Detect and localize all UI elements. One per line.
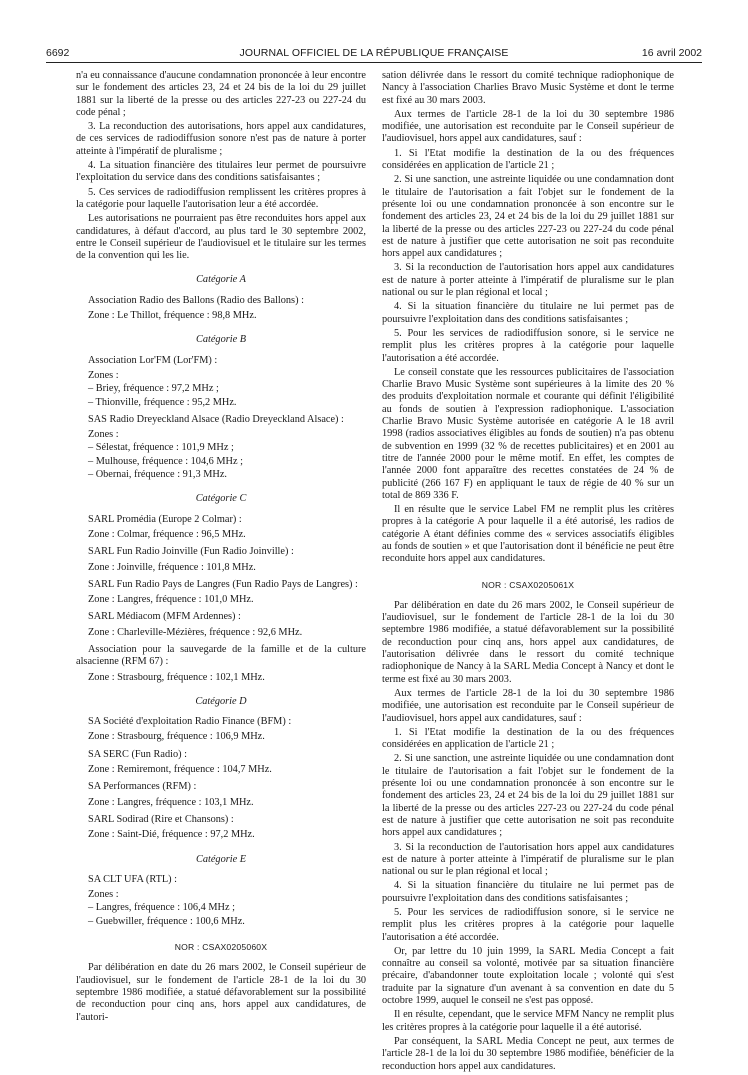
paragraph: Il en résulte que le service Label FM ne remplit plus les critères propres à la catégorie A pour laquelle il a été autorisé, les radios de catégorie A étant définies comme des « services associatifs éligibles au fonds de soutien » et que l'autorisation dont il bénéficie ne peut être reconduite hors appel aux candidatures. [382,504,674,565]
station-entry: SA CLT UFA (RTL) : [88,873,178,885]
issue-date: 16 avril 2002 [641,47,702,59]
zone-line: – Mulhouse, fréquence : 104,6 MHz ; [88,455,243,467]
zone-line: Zone : Joinville, fréquence : 101,8 MHz. [88,561,256,573]
paragraph: Or, par lettre du 10 juin 1999, la SARL Media Concept a fait connaître au conseil sa volonté, motivée par sa situation financière précaire, d'abandonner toute exploitation locale ; volonté qui s'est traduite par la signature d'un avenant à sa convention en date du 5 octobre 1999, auquel le conseil ne s'est pas opposé. [382,945,674,1007]
category-a-heading: Catégorie A [196,274,246,286]
paragraph: 1. Si l'Etat modifie la destination de la ou des fréquences considérées en application de l'article 21 ; [382,147,674,172]
paragraph: 3. La reconduction des autorisations, hors appel aux candidatures, de ces services de radiodiffusion sonore n'est pas de nature à porter atteinte à l'impératif de pluralisme ; [76,121,366,157]
journal-title: JOURNAL OFFICIEL DE LA RÉPUBLIQUE FRANÇAISE [239,47,509,59]
paragraph: Les autorisations ne pourraient pas être reconduites hors appel aux candidatures, à défaut d'accord, au plus tard le 30 septembre 2002, entre le Conseil supérieur de l'audiovisuel et le titulaire sur les termes de la convention qui les lie. [76,213,366,262]
station-entry: Association pour la sauvegarde de la famille et de la culture alsacienne (RFM 67) : [76,643,366,668]
station-entry: SARL Fun Radio Joinville (Fun Radio Joinville) : [88,546,294,558]
station-entry: SA Performances (RFM) : [88,781,197,793]
paragraph: 5. Ces services de radiodiffusion remplissent les critères propres à la catégorie pour laquelle l'autorisation leur a été accordée. [76,186,366,210]
category-d-heading: Catégorie D [195,695,247,707]
category-c-heading: Catégorie C [195,493,247,505]
paragraph: 2. Si une sanction, une astreinte liquidée ou une condamnation dont le titulaire de l'autorisation a fait l'objet sur le fondement de la présente loi ou une condamnation prononcée à son encontre sur le fondement des articles 23, 24 et 24 bis de la loi du 29 juillet 1881 sur la liberté de la presse ou des articles 227-23 ou 227-24 du code pénal est de nature à justifier que cette autorisation ne soit pas reconduite hors appel aux candidatures ; [382,753,674,839]
zone-line: – Sélestat, fréquence : 101,9 MHz ; [88,442,234,454]
paragraph: 5. Pour les services de radiodiffusion sonore, si le service ne remplit plus les critères propres à la catégorie pour laquelle l'autorisation a été accordée. [382,327,674,364]
header-rule [46,62,702,63]
left-column [76,70,366,1026]
paragraph: 4. La situation financière des titulaires leur permet de poursuivre l'exploitation du service dans des conditions satisfaisantes ; [76,160,366,184]
station-entry: SAS Radio Dreyeckland Alsace (Radio Dreyeckland Alsace) : [88,413,344,425]
zones-label: Zones : [88,889,119,901]
station-entry: Association Radio des Ballons (Radio des Ballons) : [88,294,304,306]
station-entry: SARL Promédia (Europe 2 Colmar) : [88,513,242,525]
paragraph: n'a eu connaissance d'aucune condamnation prononcée à leur encontre sur le fondement des articles 23, 24 et 24 bis de la loi du 29 juillet 1881 sur la liberté de la presse ou des articles 227-23 ou 227-24 du code pénal ; [76,70,366,118]
zones-label: Zones : [88,369,119,381]
paragraph: sation délivrée dans le ressort du comité technique radiophonique de Nancy à l'association Charlies Bravo Music Système et dont le terme est fixé au 30 mars 2003. [382,70,674,106]
page-number: 6692 [46,47,70,59]
station-entry: SA SERC (Fun Radio) : [88,748,187,760]
paragraph: 3. Si la reconduction de l'autorisation hors appel aux candidatures est de nature à porter atteinte à l'impératif de pluralisme sur le plan national ou sur le plan régional et local ; [382,841,674,878]
paragraph: 2. Si une sanction, une astreinte liquidée ou une condamnation dont le titulaire de l'autorisation a fait l'objet sur le fondement de la présente loi ou une condamnation prononcée à son encontre sur le fondement des articles 23, 24 et 24 bis de la loi du 29 juillet 1881 sur la liberté de la presse ou des articles 227-23 ou 227-24 du code pénal est de nature à justifier que cette autorisation ne soit pas reconduite hors appel aux candidatures ; [382,174,674,260]
paragraph: Aux termes de l'article 28-1 de la loi du 30 septembre 1986 modifiée, une autorisation est reconduite par le Conseil supérieur de l'audiovisuel, hors appel aux candidatures, sauf : [382,687,674,724]
station-entry: SARL Sodirad (Rire et Chansons) : [88,813,234,825]
zone-line: – Briey, fréquence : 97,2 MHz ; [88,383,219,395]
nor-reference: NOR : CSAX0205060X [174,942,268,953]
paragraph: Aux termes de l'article 28-1 de la loi du 30 septembre 1986 modifiée, une autorisation est reconduite par le Conseil supérieur de l'audiovisuel, hors appel aux candidatures, sauf : [382,108,674,145]
station-entry: Association Lor'FM (Lor'FM) : [88,354,218,366]
paragraph: 3. Si la reconduction de l'autorisation hors appel aux candidatures est de nature à porter atteinte à l'impératif de pluralisme sur le plan national ou sur le plan régional et local ; [382,262,674,299]
zone-line: – Langres, fréquence : 106,4 MHz ; [88,902,235,914]
paragraph: Par délibération en date du 26 mars 2002, le Conseil supérieur de l'audiovisuel, sur le fondement de l'article 28-1 de la loi du 30 septembre 1986 modifiée, a statué défavorablement sur la possibilité de reconduction pour cinq ans, hors appel aux candidatures, de l'autori- [76,962,366,1023]
paragraph: 4. Si la situation financière du titulaire ne lui permet pas de poursuivre l'exploitation dans des conditions satisfaisantes ; [382,880,674,904]
category-b-heading: Catégorie B [195,334,247,346]
zone-line: Zone : Langres, fréquence : 101,0 MHz. [88,594,254,606]
paragraph: 5. Pour les services de radiodiffusion sonore, si le service ne remplit plus les critères propres à la catégorie pour laquelle l'autorisation a été accordée. [382,907,674,943]
paragraph: Par délibération en date du 26 mars 2002, le Conseil supérieur de l'audiovisuel, sur le fondement de l'article 28-1 de la loi du 30 septembre 1986 modifiée, a statué défavorablement sur la possibilité de reconduction pour cinq ans, hors appel aux candidatures, de l'autorisation délivrée dans le ressort du comité technique radiophonique de Nancy à la SARL Media Concept à Nancy et dont le terme est fixé au 30 mars 2003. [382,599,674,685]
zone-line: Zone : Colmar, fréquence : 96,5 MHz. [88,528,246,540]
paragraph: Le conseil constate que les ressources publicitaires de l'association Charlie Bravo Music Système sont supérieures à la limite des 20 % des produits d'exploitation normale et courante qui définit l'éligibilité au fonds de soutien à l'expression radiophonique. L'association Charlie Bravo Music Système autorisée en catégorie A le 18 avril 1998 (radios associatives éligibles au fonds de soutien) n'a pas obtenu de subvention en 1999 (32 % de recettes publicitaires) et en 2001 au titre de l'année 2000 pour le même motif. En effet, les comptes de l'année 2000 font apparaître des recettes constatées de 24 % de publicité (266 167 F) en appliquant le taux de régie de 40 % sur un total de 869 336 F. [382,366,674,501]
zone-line: – Thionville, fréquence : 95,2 MHz. [88,396,237,408]
paragraph: 1. Si l'Etat modifie la destination de la ou des fréquences considérées en application de l'article 21 ; [382,726,674,751]
zones-label: Zones : [88,429,119,441]
zone-line: Zone : Strasbourg, fréquence : 102,1 MHz. [88,671,265,683]
paragraph: 4. Si la situation financière du titulaire ne lui permet pas de poursuivre l'exploitation dans des conditions satisfaisantes ; [382,301,674,325]
zone-line: – Guebwiller, fréquence : 100,6 MHz. [88,915,245,927]
paragraph: Par conséquent, la SARL Media Concept ne peut, aux termes de l'article 28-1 de la loi du 30 septembre 1986 modifiée, bénéficier de la reconduction hors appel aux candidatures. [382,1035,674,1072]
paragraph: Il en résulte, cependant, que le service MFM Nancy ne remplit plus les critères propres à la catégorie pour laquelle il a été autorisé. [382,1009,674,1033]
nor-reference: NOR : CSAX0205061X [481,579,575,590]
zone-line: Zone : Strasbourg, fréquence : 106,9 MHz. [88,731,265,743]
zone-line: Zone : Saint-Dié, fréquence : 97,2 MHz. [88,829,255,841]
right-column [382,70,674,1075]
station-entry: SARL Médiacom (MFM Ardennes) : [88,611,241,623]
page-header [46,44,702,62]
zone-line: – Obernai, fréquence : 91,3 MHz. [88,469,227,481]
zone-line: Zone : Le Thillot, fréquence : 98,8 MHz. [88,310,257,322]
zone-line: Zone : Remiremont, fréquence : 104,7 MHz. [88,764,272,776]
category-e-heading: Catégorie E [195,853,247,865]
zone-line: Zone : Langres, fréquence : 103,1 MHz. [88,796,254,808]
station-entry: SARL Fun Radio Pays de Langres (Fun Radio Pays de Langres) : [88,578,358,590]
station-entry: SA Société d'exploitation Radio Finance (BFM) : [88,716,292,728]
zone-line: Zone : Charleville-Mézières, fréquence : 92,6 MHz. [88,626,303,638]
